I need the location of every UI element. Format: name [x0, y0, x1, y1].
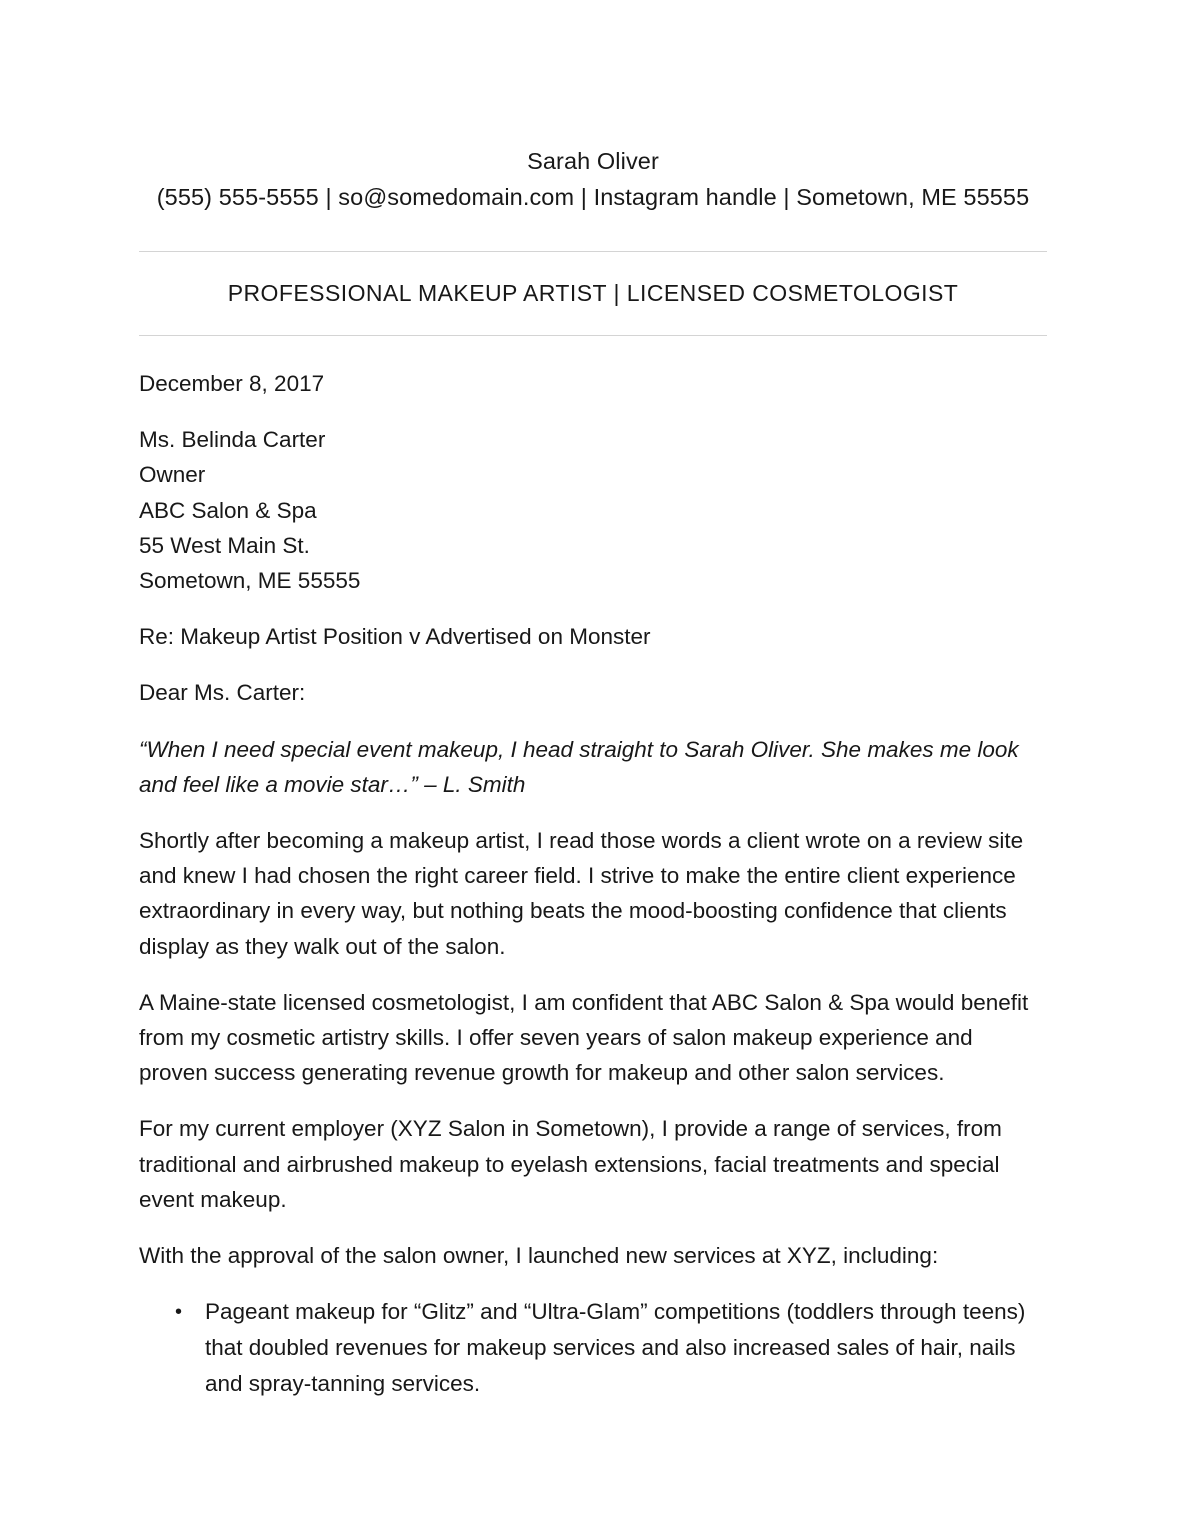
letterhead [139, 0, 1047, 215]
recipient-name: Ms. Belinda Carter [139, 427, 326, 453]
date-block [139, 366, 1047, 401]
body-paragraph-1: Shortly after becoming a makeup artist, I read those words a client wrote on a review site and knew I had chosen the right career field. I strive to make the entire client experience extraordinary in every way, but nothing beats the mood-boosting confidence that clients display as they walk out of the salon. [139, 828, 1024, 959]
page-content [139, 0, 1047, 1422]
headline-container [139, 252, 1047, 335]
contact-line: (555) 555-5555 | so@somedomain.com | Instagram handle | Sometown, ME 55555 [156, 184, 1030, 210]
body-paragraph-2: A Maine-state licensed cosmetologist, I am confident that ABC Salon & Spa would benefit from my cosmetic artistry skills. I offer seven years of salon makeup experience and proven success generating revenue growth for makeup and other salon services. [139, 989, 1029, 1086]
subject-line: Re: Makeup Artist Position v Advertised on Monster [139, 624, 651, 650]
professional-headline: PROFESSIONAL MAKEUP ARTIST | LICENSED COSMETOLOGIST [227, 280, 959, 306]
salutation: Dear Ms. Carter: [139, 680, 306, 706]
letter-date: December 8, 2017 [139, 371, 325, 396]
applicant-name: Sarah Oliver [527, 148, 659, 174]
recipient-street: 55 West Main St. [139, 532, 310, 558]
letter-body [139, 336, 1047, 1402]
recipient-city-state-zip: Sometown, ME 55555 [139, 568, 361, 594]
bullet-point-icon: • [175, 1301, 183, 1324]
recipient-title: Owner [139, 462, 206, 488]
recipient-company: ABC Salon & Spa [139, 497, 317, 523]
list-item [139, 1294, 1047, 1402]
body-paragraph-3: For my current employer (XYZ Salon in Sometown), I provide a range of services, from traditional and airbrushed makeup to eyelash extensions, facial treatments and special event makeup. [139, 1116, 1002, 1212]
recipient-address-block [139, 422, 1047, 598]
pull-quote: “When I need special event makeup, I head straight to Sarah Oliver. She makes me look and feel like a movie star…” – L. Smith [139, 736, 1019, 797]
list-item-text: Pageant makeup for “Glitz” and “Ultra-Glam” competitions (toddlers through teens) that doubled revenues for makeup services and also increased sales of hair, nails and spray-tanning services. [205, 1299, 1026, 1397]
achievements-list [139, 1294, 1047, 1402]
body-paragraph-4: With the approval of the salon owner, I launched new services at XYZ, including: [139, 1243, 939, 1269]
